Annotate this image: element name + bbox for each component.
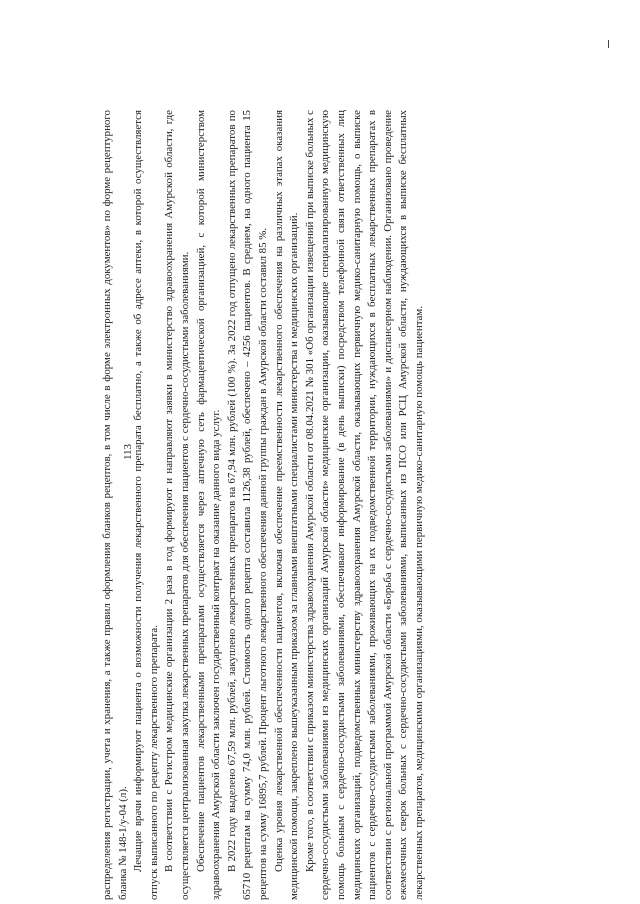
paragraph-order-301: Кроме того, в соответствии с приказом министерства здравоохранения Амурской области от 08.04.2021 № 301 «Об организации извещений при выписке больных с сердечно-сосудистыми заболеваниями из медицинских организаций Амурской области» медицинские организации, оказывающие специализированную медицинскую помощь больным с сердечно-сосудистыми заболеваниями, обеспечивают информирование (в день выписки) посредством телефонной связи ответственных лиц медицинских организаций, подведомственных министерству здравоохранения Амурской области, оказывающих первичную медико-санитарную помощь, о выписке пациентов с сердечно-сосудистыми заболеваниями, проживающих на их подведомственной территории, нуждающихся в бесплатных лекарственных препаратах в соответствии с региональной программой Амурской области «Борьба с сердечно-сосудистыми заболеваниями» и диспансерном наблюдении. Организовано проведение ежемесячных сверок больных с сердечно-сосудистыми заболеваниями, выписанных из ПСО или РСЦ Амурской области, нуждающихся в выписке бесплатных лекарственных препаратов, медицинскими организациями, оказывающими первичную медико-санитарную помощь пациентам. [303, 110, 425, 900]
paragraph-informing: Лечащие врачи информируют пациента о возможности получения лекарственного препарата бесплатно, а также об адресе аптеки, в которой осуществляется отпуск выписанного по рецепту лекарственного препарата. [132, 110, 160, 900]
page-number: 113 [122, 443, 134, 461]
paragraph-pharmacy-network: Обеспечение пациентов лекарственными препаратами осуществляется через аптечную сеть фармацевтической организацией, с которой министерством здравоохранения Амурской области заключен государственный контракт на оказание данного вида услуг. [194, 110, 223, 900]
paragraph-continuation: распределения регистрации, учета и хранения, а также правил оформления бланков рецептов, в том числе в форме электронных документов» по форме рецептурного бланка № 148-1/у-04 (л). [101, 110, 129, 900]
paragraph-assessment: Оценка уровня лекарственной обеспеченности пациентов, включая обеспечение преемственности лекарственного обеспечения на различных этапах оказания медицинской помощи, закреплено вышеуказанным приказом за главными внештатными специалистами министерства и медицинских организаций. [272, 110, 301, 900]
page-body [100, 110, 540, 900]
scan-mark [608, 40, 609, 48]
paragraph-funding-2022: В 2022 году выделено 67,59 млн. рублей, закуплено лекарственных препаратов на 67,94 млн. рублей (100 %). За 2022 год отпущено лекарственных препаратов по 65710 рецептам на сумму 74,0 млн. рублей. Стоимость одного рецепта составила 1126,38 рублей, обеспечено – 4256 пациентов. В среднем, на одного пациента 15 рецептов на сумму 16895,7 рублей. Процент льготного лекарственного обеспечения данной группы граждан в Амурской области составил 85 %. [225, 110, 269, 900]
paragraph-registry: В соответствии с Регистром медицинские организации 2 раза в год формируют и направляют заявки в министерство здравоохранения Амурской области, где осуществляется централизованная закупка лекарственных препаратов для обеспечения пациентов с сердечно-сосудистыми заболеваниями. [163, 110, 191, 900]
